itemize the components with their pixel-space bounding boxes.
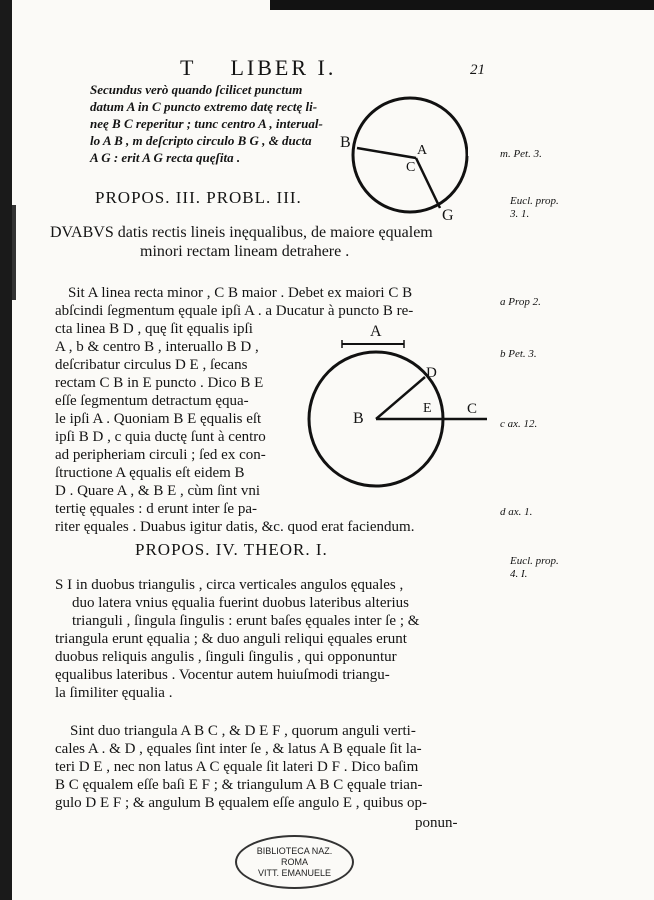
page-number: 21 (470, 62, 485, 78)
italic-line: datum A in C puncto extremo datę rectę li- (90, 99, 318, 114)
italic-line: Secundus verò quando ſcilicet punctum (90, 82, 303, 97)
prop3-heading: PROPOS. III. PROBL. III. (95, 188, 302, 207)
header-title: LIBER I. (230, 55, 337, 80)
prop3-body-line: Sit A linea recta minor , C B maior . Debet ex maiori C B (68, 285, 413, 301)
italic-line: A G : erit A G recta quęſita . (90, 150, 241, 165)
prop4-statement-line: triangula erunt ęqualia ; & duo anguli reliqui ęquales erunt (55, 631, 407, 647)
prop3-body-line: eſſe ſegmentum detractum ęqua- (55, 393, 249, 409)
prop3-body-line: ipſi B D , c quia ductę ſunt à centro (55, 429, 266, 445)
fig1-label-B: B (340, 134, 351, 151)
prop3-body-line: le ipſi A . Quoniam B E ęqualis eſt (55, 411, 262, 427)
fig2-label-B: B (353, 410, 364, 427)
margin-note: d ax. 1. (500, 506, 533, 518)
prop3-statement-line: minori rectam lineam detrahere . (140, 243, 350, 260)
stamp-line: BIBLIOTECA NAZ. (256, 845, 333, 856)
prop3-body-line: A , b & centro B , interuallo B D , (55, 339, 259, 355)
prop3-body-line: rectam C B in E puncto . Dico B E (55, 375, 264, 391)
stamp-line: VITT. EMANUELE (257, 867, 331, 878)
prop4-statement-line: ęqualibus lateribus . Vocentur autem huiuſmodi triangu- (55, 667, 390, 683)
prop3-statement-line: DVABVS datis rectis lineis inęqualibus, de maiore ęqualem (50, 224, 433, 241)
fig1-label-C: C (406, 160, 416, 175)
fig2-label-A: A (370, 323, 382, 340)
margin-note: Eucl. prop. (510, 555, 559, 567)
prop4-body-line: Sint duo triangula A B C , & D E F , quorum anguli verti- (70, 723, 416, 739)
prop3-body-line: abſcindi ſegmentum ęquale ipſi A . a Ducatur à puncto B re- (55, 303, 414, 319)
prop4-body-line: gulo D E F ; & angulum B ęqualem eſſe angulo E , quibus op- (55, 795, 428, 811)
prop3-body-line: tertię ęquales : d erunt inter ſe pa- (55, 501, 257, 517)
prop4-body-line: B C ęqualem eſſe baſi E F ; & triangulum A B C ęquale trian- (55, 777, 423, 793)
margin-note: a Prop 2. (500, 296, 541, 308)
margin-note: 3. 1. (510, 208, 530, 220)
header-prefix: T (180, 55, 197, 80)
fig1-label-G: G (442, 207, 454, 224)
margin-note: Eucl. prop. (510, 195, 559, 207)
prop4-heading: PROPOS. IV. THEOR. I. (135, 540, 328, 559)
prop4-statement-line: duobus reliquis angulis , ſinguli ſingulis , qui opponuntur (55, 649, 397, 665)
prop3-body-line: riter ęquales . Duabus igitur datis, &c. quod erat faciendum. (55, 519, 415, 535)
prop4-body-line: cales A . & D , ęquales ſint inter ſe , & latus A B ęquale ſit la- (55, 741, 422, 757)
prop4-body-line: teri D E , nec non latus A C ęquale ſit lateri D F . Dico baſim (55, 759, 419, 775)
stamp-line: ROMA (281, 856, 308, 867)
prop4-statement-line: la ſimiliter ęqualia . (55, 685, 173, 701)
catchword: ponun- (415, 815, 458, 831)
prop3-body-line: ad peripheriam circuli ; ſed ex con- (55, 447, 266, 463)
fig2-label-C: C (467, 401, 478, 417)
fig1-label-A: A (417, 143, 428, 158)
prop3-body-line: D . Quare A , & B E , cùm ſint vni (55, 483, 260, 499)
prop3-body-line: deſcribatur circulus D E , ſecans (55, 357, 248, 373)
margin-note: c ax. 12. (500, 418, 538, 430)
prop3-body-line: cta linea B D , quę ſit ęqualis ipſi (55, 321, 253, 337)
prop4-statement-line: S I in duobus triangulis , circa verticales angulos ęquales , (55, 577, 404, 593)
prop4-statement-line: trianguli , ſingula ſingulis : erunt baſes ęquales inter ſe ; & (72, 613, 420, 629)
margin-note: b Pet. 3. (500, 348, 537, 360)
prop4-statement-line: duo latera vnius ęqualia fuerint duobus lateribus alterius (72, 595, 409, 611)
margin-note: m. Pet. 3. (500, 148, 542, 160)
prop3-body-line: ſtructione A ęqualis eſt eidem B (55, 465, 245, 481)
fig2-line-BD (376, 377, 425, 419)
italic-line: lo A B , m deſcripto circulo B G , & ducta (90, 133, 312, 148)
library-stamp (235, 835, 354, 889)
italic-line: neę B C reperitur ; tunc centro A , interual- (90, 116, 323, 131)
margin-note: 4. I. (510, 568, 528, 580)
fig2-label-D: D (426, 365, 437, 381)
fig2-label-E: E (423, 401, 432, 416)
